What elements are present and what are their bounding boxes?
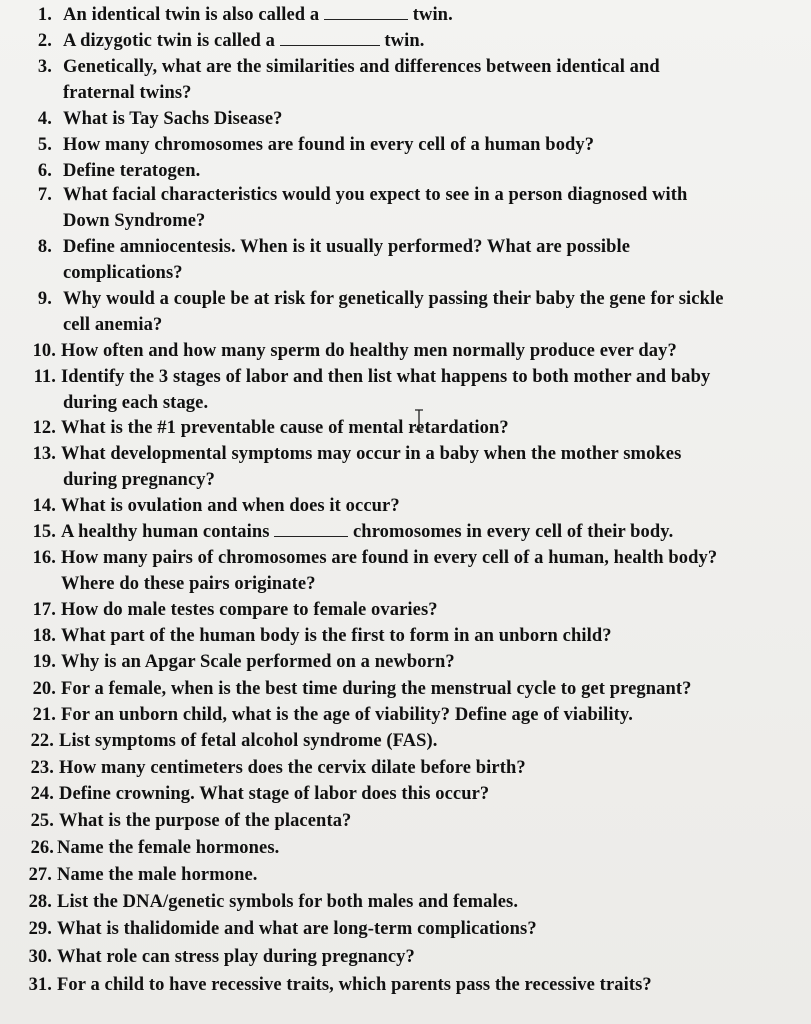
question-text-line: List the DNA/genetic symbols for both males and females. — [57, 892, 519, 912]
question-number: 2. — [37, 31, 52, 51]
question-text-line: Define crowning. What stage of labor does this occur? — [59, 784, 490, 804]
question-text: A healthy human contains chromosomes in every cell of their body. — [61, 522, 674, 542]
question-text-line: What is the #1 preventable cause of mental retardation? — [61, 418, 509, 438]
question-text-line: cell anemia? — [63, 315, 163, 335]
question-text-line: Down Syndrome? — [63, 211, 206, 231]
question-text: A dizygotic twin is called a twin. — [63, 31, 425, 51]
question-text-line: Define teratogen. — [63, 161, 201, 181]
question-text-line: What is thalidomide and what are long-term complications? — [57, 919, 537, 939]
question-number: 23. — [30, 758, 54, 778]
question-number: 20. — [32, 679, 56, 699]
question-number: 24. — [30, 784, 54, 804]
question-number: 13. — [32, 444, 56, 464]
question-number: 18. — [32, 626, 56, 646]
question-text-line: How many chromosomes are found in every cell of a human body? — [63, 135, 595, 155]
question-text-line: during pregnancy? — [63, 470, 215, 490]
question-text-line: What facial characteristics would you expect to see in a person diagnosed with — [63, 185, 688, 205]
question-text-line: fraternal twins? — [63, 83, 192, 103]
question-text-line: What role can stress play during pregnancy? — [57, 947, 415, 967]
question-text-line: Name the male hormone. — [57, 865, 258, 885]
question-text-line: For a female, when is the best time during the menstrual cycle to get pregnant? — [61, 679, 692, 699]
question-text-line: How many pairs of chromosomes are found in every cell of a human, health body? — [61, 548, 718, 568]
question-text-line: How do male testes compare to female ovaries? — [61, 600, 438, 620]
blank-line[interactable] — [280, 29, 380, 46]
question-text-line: List symptoms of fetal alcohol syndrome (FAS). — [59, 731, 438, 751]
question-text-line: Genetically, what are the similarities and differences between identical and — [63, 57, 660, 77]
question-number: 28. — [28, 892, 52, 912]
question-number: 29. — [28, 919, 52, 939]
question-text-line: How many centimeters does the cervix dilate before birth? — [59, 758, 526, 778]
question-number: 22. — [30, 731, 54, 751]
question-text-line: What is the purpose of the placenta? — [59, 811, 352, 831]
question-number: 9. — [37, 289, 52, 309]
question-text-line: Name the female hormones. — [57, 838, 280, 858]
question-text-line: Define amniocentesis. When is it usually performed? What are possible — [63, 237, 631, 257]
question-number: 27. — [28, 865, 52, 885]
question-number: 4. — [37, 109, 52, 129]
question-number: 8. — [37, 237, 52, 257]
question-number: 11. — [33, 367, 56, 387]
question-number: 19. — [32, 652, 56, 672]
question-text-line: What is ovulation and when does it occur? — [61, 496, 400, 516]
blank-line[interactable] — [274, 520, 348, 537]
question-text-line: complications? — [63, 263, 183, 283]
question-text-line: How often and how many sperm do healthy men normally produce ever day? — [61, 341, 677, 361]
question-number: 7. — [37, 185, 52, 205]
question-text-line: For an unborn child, what is the age of viability? Define age of viability. — [61, 705, 633, 725]
question-text-line: Why would a couple be at risk for genetically passing their baby the gene for sickle — [63, 289, 724, 309]
question-text-line: during each stage. — [63, 393, 209, 413]
blank-line[interactable] — [324, 3, 408, 20]
question-number: 15. — [32, 522, 56, 542]
question-number: 12. — [32, 418, 56, 438]
question-text-line: For a child to have recessive traits, which parents pass the recessive traits? — [57, 975, 652, 995]
question-number: 14. — [32, 496, 56, 516]
question-number: 31. — [28, 975, 52, 995]
text-cursor-icon — [412, 409, 426, 431]
question-number: 6. — [37, 161, 52, 181]
question-text-line: What is Tay Sachs Disease? — [63, 109, 283, 129]
question-text-line: Why is an Apgar Scale performed on a newborn? — [61, 652, 455, 672]
question-number: 25. — [30, 811, 54, 831]
question-text-line: What developmental symptoms may occur in a baby when the mother smokes — [61, 444, 682, 464]
question-text-line: What part of the human body is the first to form in an unborn child? — [61, 626, 612, 646]
question-text-line: Where do these pairs originate? — [61, 574, 316, 594]
question-text-line: Identify the 3 stages of labor and then list what happens to both mother and baby — [61, 367, 711, 387]
question-number: 3. — [37, 57, 52, 77]
question-number: 1. — [37, 5, 52, 25]
question-number: 21. — [32, 705, 56, 725]
question-number: 10. — [32, 341, 56, 361]
question-number: 26. — [30, 838, 54, 858]
question-text: An identical twin is also called a twin. — [63, 5, 453, 25]
question-number: 30. — [28, 947, 52, 967]
question-number: 17. — [32, 600, 56, 620]
question-number: 5. — [37, 135, 52, 155]
question-number: 16. — [32, 548, 56, 568]
